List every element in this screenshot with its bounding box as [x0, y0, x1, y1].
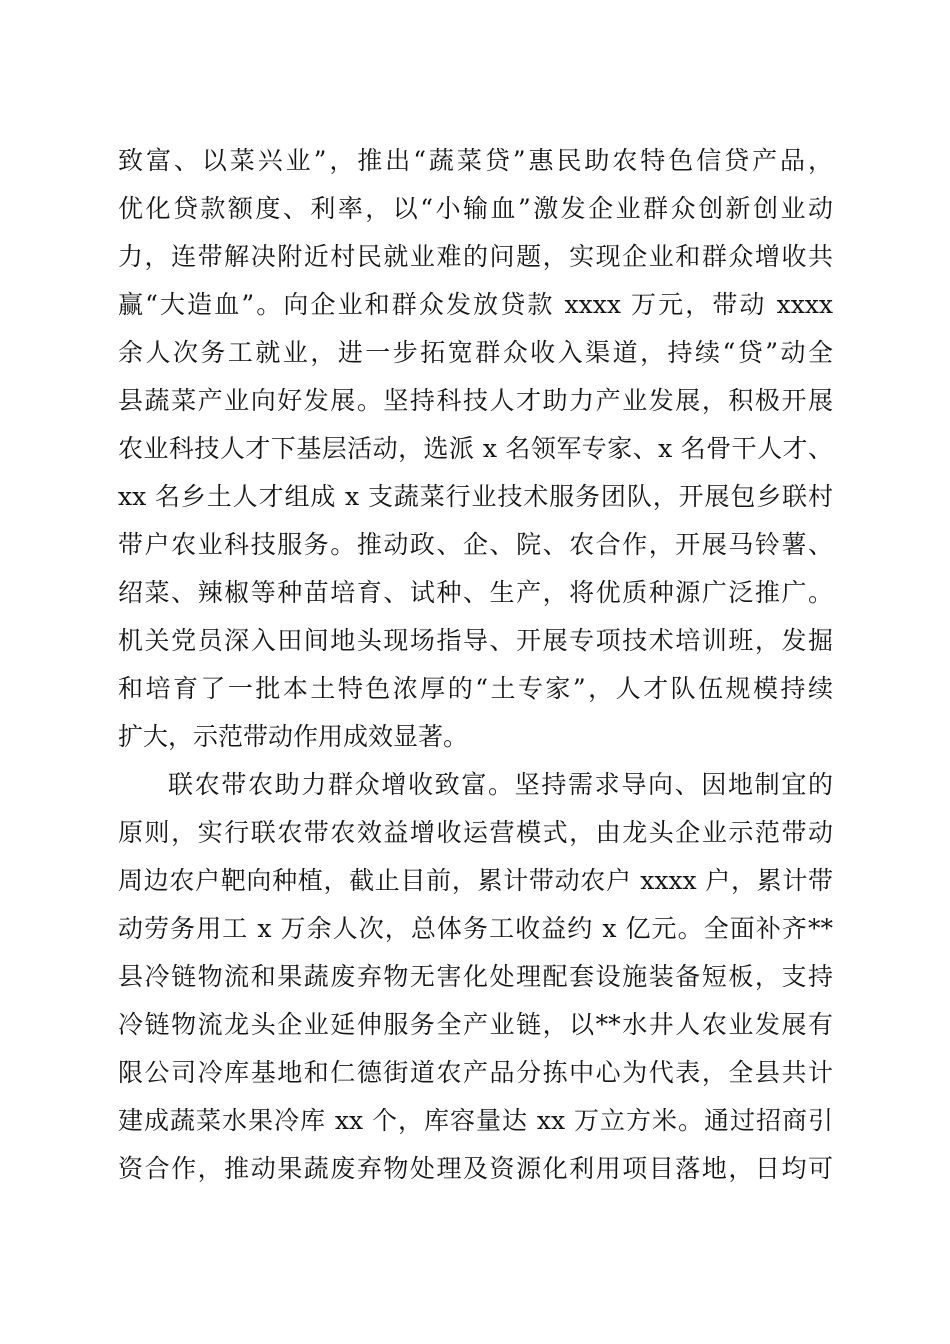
text-line: 余人次务工就业，进一步拓宽群众收入渠道，持续“贷”动全: [118, 338, 833, 367]
text-line: 联农带农助力群众增收致富。坚持需求导向、因地制宜的: [168, 770, 833, 799]
text-line: 扩大，示范带动作用成效显著。: [118, 722, 469, 751]
text-line: 和培育了一批本土特色浓厚的“土专家”，人才队伍规模持续: [118, 674, 833, 703]
text-line: 原则，实行联农带农效益增收运营模式，由龙头企业示范带动: [118, 818, 833, 847]
document-body: [118, 137, 833, 1193]
text-line: 力，连带解决附近村民就业难的问题，实现企业和群众增收共: [118, 242, 833, 271]
paragraph-2: [118, 761, 833, 1193]
text-line: 县冷链物流和果蔬废弃物无害化处理配套设施装备短板，支持: [118, 962, 833, 991]
text-line: 冷链物流龙头企业延伸服务全产业链，以**水井人农业发展有: [118, 1010, 833, 1039]
text-line: 带户农业科技服务。推动政、企、院、农合作，开展马铃薯、: [118, 530, 833, 559]
text-line: 农业科技人才下基层活动，选派 x 名领军专家、x 名骨干人才、: [118, 434, 833, 463]
text-line: 致富、以菜兴业”，推出“蔬菜贷”惠民助农特色信贷产品，: [118, 146, 833, 175]
text-line: xx 名乡土人才组成 x 支蔬菜行业技术服务团队，开展包乡联村: [118, 482, 833, 511]
text-line: 建成蔬菜水果冷库 xx 个，库容量达 xx 万立方米。通过招商引: [118, 1106, 833, 1135]
text-line: 周边农户靶向种植，截止目前，累计带动农户 xxxx 户，累计带: [118, 866, 833, 895]
text-line: 动劳务用工 x 万余人次，总体务工收益约 x 亿元。全面补齐**: [118, 914, 833, 943]
text-line: 资合作，推动果蔬废弃物处理及资源化利用项目落地，日均可: [118, 1154, 833, 1183]
paragraph-1: [118, 137, 833, 761]
text-line: 机关党员深入田间地头现场指导、开展专项技术培训班，发掘: [118, 626, 833, 655]
text-line: 优化贷款额度、利率，以“小输血”激发企业群众创新创业动: [118, 194, 833, 223]
text-line: 限公司冷库基地和仁德街道农产品分拣中心为代表，全县共计: [118, 1058, 833, 1087]
text-line: 绍菜、辣椒等种苗培育、试种、生产，将优质种源广泛推广。: [118, 578, 833, 607]
text-line: 赢“大造血”。向企业和群众发放贷款 xxxx 万元，带动 xxxx: [118, 290, 833, 319]
text-line: 县蔬菜产业向好发展。坚持科技人才助力产业发展，积极开展: [118, 386, 833, 415]
